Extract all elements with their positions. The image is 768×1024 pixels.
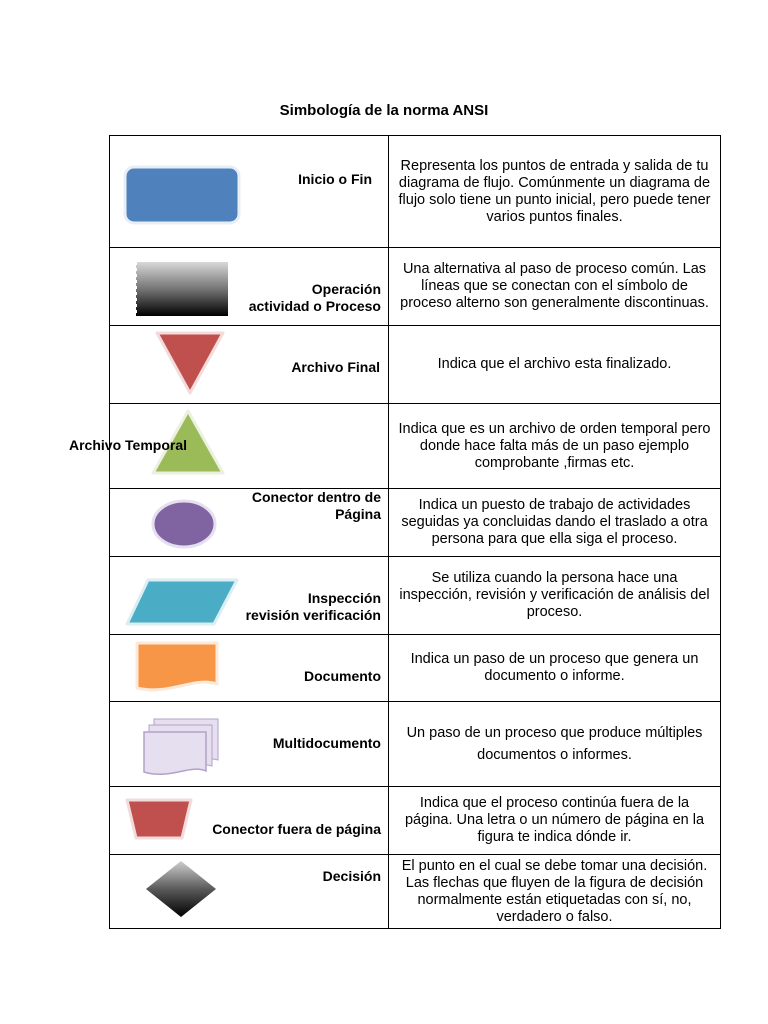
table-row — [109, 635, 721, 702]
symbol-description: Indica un puesto de trabajo de actividades seguidas ya concluidas dando el traslado a otra persona para que ella siga el proceso. — [401, 497, 708, 547]
symbol-description: Una alternativa al paso de proceso común. Las líneas que se conectan con el símbolo de proceso alterno son generalmente discontinuas. — [400, 261, 709, 311]
symbol-label: actividad o Proceso — [248, 298, 381, 314]
symbol-description: Indica que es un archivo de orden temporal pero donde hace falta más de un paso ejemplo comprobante ,firmas etc. — [398, 420, 711, 471]
symbol-label: Página — [335, 506, 381, 522]
table-row — [109, 702, 721, 787]
ellipse-icon — [150, 499, 218, 549]
table-row — [69, 404, 721, 489]
parallelogram-icon — [124, 577, 240, 627]
table-row — [109, 326, 721, 404]
symbol-label: revisión verificación — [245, 607, 381, 623]
trapezoid-icon — [124, 797, 194, 841]
symbol-label: Archivo Temporal — [69, 437, 187, 453]
diamond-icon — [144, 859, 218, 919]
symbol-description: Indica un paso de un proceso que genera un documento o informe. — [410, 651, 699, 684]
symbol-label: Operación — [311, 281, 381, 297]
symbol-description: Un paso de un proceso que produce múltiples documentos o informes. — [406, 725, 703, 763]
symbol-label: Inspección — [307, 590, 381, 606]
symbol-label: Conector dentro de — [251, 489, 381, 505]
table-row — [109, 557, 721, 635]
symbol-description: Se utiliza cuando la persona hace una inspección, revisión y verificación de análisis del proceso. — [399, 570, 710, 620]
symbol-description: Representa los puntos de entrada y salida de tu diagrama de flujo. Comúnmente un diagrama de flujo solo tiene un punto inicial, pero puede tener varios puntos finales. — [398, 157, 711, 225]
symbol-description: El punto en el cual se debe tomar una decisión. Las flechas que fluyen de la figura de decisión normalmente están etiquetadas con sí, no, verdadero o falso. — [401, 857, 708, 925]
table-row — [109, 248, 721, 326]
page-title: Simbología de la norma ANSI — [279, 102, 489, 119]
table-row — [109, 855, 721, 929]
symbol-label: Inicio o Fin — [298, 171, 372, 187]
symbol-label: Decisión — [322, 868, 381, 884]
multidocument-icon — [142, 716, 222, 778]
symbol-label: Conector fuera de página — [212, 821, 381, 837]
table-row — [109, 489, 721, 557]
inverted-triangle-icon — [154, 330, 226, 396]
symbol-label: Multidocumento — [272, 735, 381, 751]
symbol-label: Archivo Final — [291, 359, 380, 375]
document-icon — [134, 640, 220, 694]
table-row — [109, 135, 721, 248]
gradient-rect-icon — [134, 260, 230, 318]
symbol-description: Indica que el archivo esta finalizado. — [437, 356, 672, 372]
symbols-table — [69, 135, 721, 929]
rounded-rect-icon — [122, 164, 242, 226]
symbol-description: Indica que el proceso continúa fuera de la página. Una letra o un número de página en la figura te indica dónde ir. — [404, 795, 705, 845]
table-row — [109, 787, 721, 855]
symbol-label: Documento — [304, 668, 381, 684]
